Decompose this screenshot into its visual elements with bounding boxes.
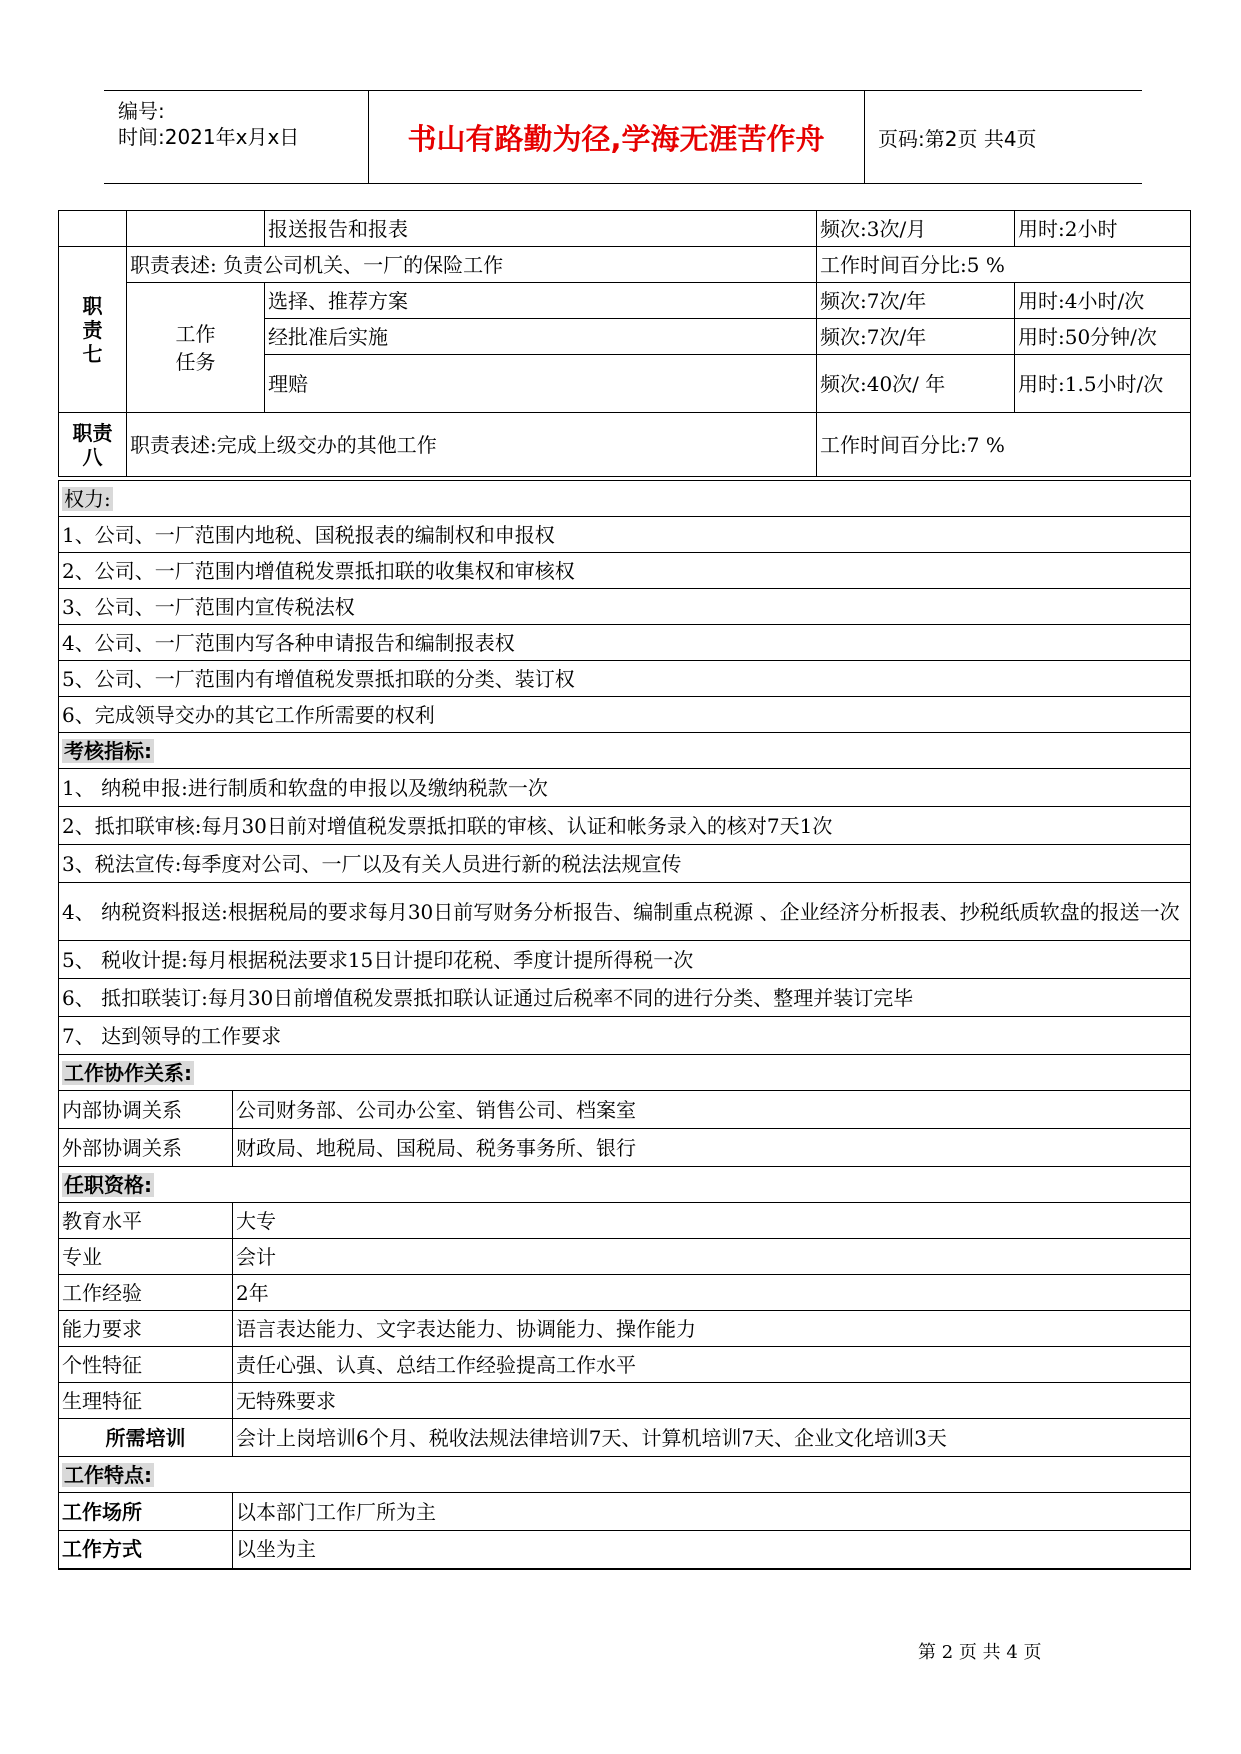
row-value: 以坐为主: [233, 1531, 1191, 1569]
list-item: 6、 抵扣联装订:每月30日前增值税发票抵扣联认证通过后税率不同的进行分类、整理并装订完毕: [59, 979, 1191, 1017]
row-value: 2年: [233, 1275, 1191, 1311]
list-item: 5、 税收计提:每月根据税法要求15日计提印花税、季度计提所得税一次: [59, 941, 1191, 979]
cooperation-title: 工作协作关系:: [59, 1055, 1191, 1091]
header-page-label: 页码:第2页 共4页: [878, 126, 1037, 151]
row-value: 财政局、地税局、国税局、税务事务所、银行: [233, 1129, 1191, 1167]
table-row: [59, 1493, 1191, 1531]
table-row: [59, 1091, 1191, 1129]
row-value: 以本部门工作厂所为主: [233, 1493, 1191, 1531]
task-frequency: 频次:40次/ 年: [817, 355, 1015, 413]
task-frequency: 频次:7次/年: [817, 319, 1015, 355]
task-name: 选择、推荐方案: [265, 283, 817, 319]
row-value: 责任心强、认真、总结工作经验提高工作水平: [233, 1347, 1191, 1383]
duty7-description: 职责表述: 负责公司机关、一厂的保险工作: [127, 247, 817, 283]
table-row: [59, 1275, 1191, 1311]
duty8-percent: 工作时间百分比:7 %: [817, 413, 1191, 477]
kpi-title: 考核指标:: [59, 733, 1191, 769]
task-frequency: 频次:3次/月: [817, 211, 1015, 247]
table-row: [59, 1457, 1191, 1493]
row-label: 生理特征: [59, 1383, 233, 1419]
row-value: 公司财务部、公司办公室、销售公司、档案室: [233, 1091, 1191, 1129]
duty8-label: 职责八: [59, 413, 127, 477]
header-motto: 书山有路勤为径,学海无涯苦作舟: [368, 91, 865, 183]
table-row: [59, 247, 1191, 283]
row-label: 工作经验: [59, 1275, 233, 1311]
task-name: 理赔: [265, 355, 817, 413]
table-row: [59, 1347, 1191, 1383]
task-frequency: 频次:7次/年: [817, 283, 1015, 319]
table-row: [59, 1203, 1191, 1239]
task-time: 用时:4小时/次: [1015, 283, 1191, 319]
table-row: [59, 1129, 1191, 1167]
row-value: 语言表达能力、文字表达能力、协调能力、操作能力: [233, 1311, 1191, 1347]
task-time: 用时:50分钟/次: [1015, 319, 1191, 355]
list-item: 1、 纳税申报:进行制质和软盘的申报以及缴纳税款一次: [59, 769, 1191, 807]
row-value: 大专: [233, 1203, 1191, 1239]
row-value: 会计: [233, 1239, 1191, 1275]
list-item: 3、公司、一厂范围内宣传税法权: [59, 589, 1191, 625]
document-time-label: 时间:2021年x月x日: [118, 125, 300, 149]
task-name: 报送报告和报表: [265, 211, 817, 247]
row-label: 工作方式: [59, 1531, 233, 1569]
document-number-label: 编号:: [118, 99, 165, 123]
page-header: [104, 90, 1142, 184]
table-row: [59, 1383, 1191, 1419]
table-row: [59, 733, 1191, 769]
list-item: 1、公司、一厂范围内地税、国税报表的编制权和申报权: [59, 517, 1191, 553]
row-label: 所需培训: [59, 1419, 233, 1457]
table-row: [59, 283, 1191, 319]
row-value: 会计上岗培训6个月、税收法规法律培训7天、计算机培训7天、企业文化培训3天: [233, 1419, 1191, 1457]
table-row: [59, 1419, 1191, 1457]
task-time: 用时:1.5小时/次: [1015, 355, 1191, 413]
task-time: 用时:2小时: [1015, 211, 1191, 247]
row-value: 无特殊要求: [233, 1383, 1191, 1419]
list-item: 3、税法宣传:每季度对公司、一厂以及有关人员进行新的税法法规宣传: [59, 845, 1191, 883]
table-row: [59, 1239, 1191, 1275]
qualification-title: 任职资格:: [59, 1167, 1191, 1203]
table-row: [59, 413, 1191, 477]
table-row: [59, 1055, 1191, 1091]
row-label: 工作场所: [59, 1493, 233, 1531]
duty7-label: 职责七: [59, 247, 127, 413]
row-label: 外部协调关系: [59, 1129, 233, 1167]
header-info: [104, 91, 369, 183]
table-row: [59, 1311, 1191, 1347]
details-table: [58, 480, 1191, 1570]
row-label: 教育水平: [59, 1203, 233, 1239]
list-item: 2、公司、一厂范围内增值税发票抵扣联的收集权和审核权: [59, 553, 1191, 589]
duty8-description: 职责表述:完成上级交办的其他工作: [127, 413, 817, 477]
list-item: 6、完成领导交办的其它工作所需要的权利: [59, 697, 1191, 733]
task-name: 经批准后实施: [265, 319, 817, 355]
list-item: 4、 纳税资料报送:根据税局的要求每月30日前写财务分析报告、编制重点税源 、企业经济分析报表、抄税纸质软盘的报送一次: [59, 883, 1191, 941]
table-row: [59, 211, 1191, 247]
work-task-label: 工作任务: [127, 283, 265, 413]
table-row: [59, 1531, 1191, 1569]
list-item: 7、 达到领导的工作要求: [59, 1017, 1191, 1055]
row-label: 专业: [59, 1239, 233, 1275]
page-footer: 第 2 页 共 4 页: [918, 1642, 1042, 1663]
row-label: 能力要求: [59, 1311, 233, 1347]
table-row: [59, 481, 1191, 517]
list-item: 4、公司、一厂范围内写各种申请报告和编制报表权: [59, 625, 1191, 661]
duty7-percent: 工作时间百分比:5 %: [817, 247, 1191, 283]
list-item: 5、公司、一厂范围内有增值税发票抵扣联的分类、装订权: [59, 661, 1191, 697]
table-row: [59, 1167, 1191, 1203]
list-item: 2、抵扣联审核:每月30日前对增值税发票抵扣联的审核、认证和帐务录入的核对7天1次: [59, 807, 1191, 845]
duties-table: [58, 210, 1191, 477]
authority-title: 权力:: [59, 481, 1191, 517]
row-label: 个性特征: [59, 1347, 233, 1383]
features-title: 工作特点:: [59, 1457, 1191, 1493]
row-label: 内部协调关系: [59, 1091, 233, 1129]
